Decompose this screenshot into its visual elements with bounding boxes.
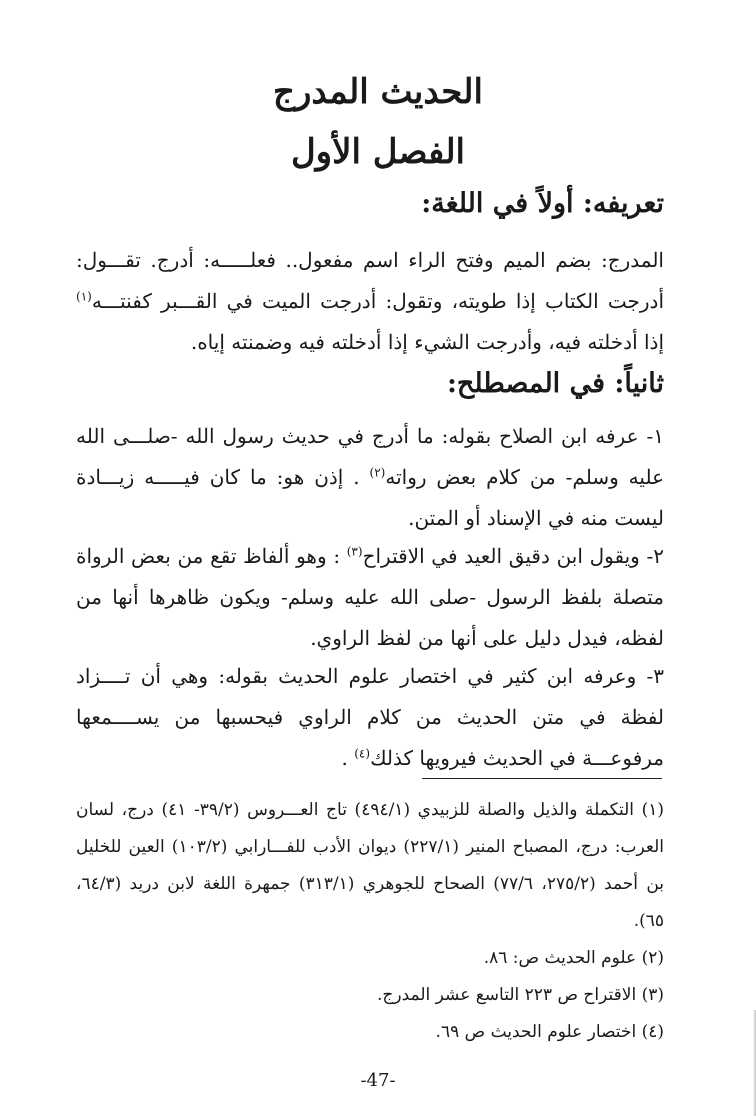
paragraph-text: إذا أدخلته فيه، وأدرجت الشيء إذا أدخلته فيه وضمنته إياه. xyxy=(190,330,664,354)
footnote-3: (٣) الاقتراح ص ٢٢٣ التاسع عشر المدرج. xyxy=(377,985,664,1005)
paragraph-text: . إذن هو: ما كان فيـــــه زيـــادة ليست منه في الإسناد أو المتن. xyxy=(76,465,664,530)
section-heading-terminology: ثانياً: في المصطلح: xyxy=(446,368,664,399)
paragraph-ibn-daqiq xyxy=(76,536,664,659)
footnote-divider xyxy=(422,778,662,779)
footnote-2: (٢) علوم الحديث ص: ٨٦. xyxy=(483,948,664,968)
paragraph-text: ٢- ويقول ابن دقيق العيد في الاقتراح xyxy=(362,544,664,568)
paragraph-text: . xyxy=(341,746,355,770)
page-number: -47- xyxy=(360,1070,396,1091)
paragraph-language-definition xyxy=(76,240,664,363)
footnote-ref: (٣) xyxy=(346,544,363,559)
paragraph-ibn-kathir xyxy=(76,656,664,779)
paragraph-text: المدرج: بضم الميم وفتح الراء اسم مفعول.. فعلـــــه: أدرج. تقـــول: أدرجت الكتاب إذا طويته، وتقول: أدرجت الميت في القـــبر كفنتـــه xyxy=(76,248,664,313)
paragraph-text: ١- عرفه ابن الصلاح بقوله: ما أدرج في حديث رسول الله -صلـــى الله عليه وسلم- من كلام بعض رواته xyxy=(76,424,664,489)
footnote-ref: (٤) xyxy=(354,746,371,761)
paragraph-ibn-salah xyxy=(76,416,664,539)
footnotes xyxy=(76,792,664,1051)
footnote-1: (١) التكملة والذيل والصلة للزبيدي (٤٩٤/١) تاج العـــروس (٣٩/٢- ٤١) درج، لسان العرب: درج، المصباح المنير (٢٢٧/١) ديوان الأدب للفـــارابي (١٠٣/٢) العين للخليل بن أحمد (٢٧٥/٢، ٧٧/٦) الصحاح للجوهري (٣١٣/١) جمهرة اللغة لابن دريد (٦٤/٣، ٦٥). xyxy=(76,800,665,931)
chapter-title: الفصل الأول xyxy=(290,132,466,172)
footnote-4: (٤) اختصار علوم الحديث ص ٦٩. xyxy=(435,1022,664,1042)
section-heading-language: تعريفه: أولاً في اللغة: xyxy=(421,188,664,219)
paragraph-text: ٣- وعرفه ابن كثير في اختصار علوم الحديث بقوله: وهي أن تــــزاد لفظة في متن الحديث من كلام الراوي فيحسبها من يســــمعها مرفوعـــة في الحديث فيرويها كذلك xyxy=(76,664,664,770)
footnote-ref: (٢) xyxy=(369,465,386,480)
footnote-ref: (١) xyxy=(76,289,92,304)
paragraph-text: : وهو ألفاظ تقع من بعض الرواة متصلة بلفظ الرسول -صلى الله عليه وسلم- ويكون ظاهرها أنها من لفظه، فيدل دليل على أنها من لفظ الراوي. xyxy=(76,544,664,650)
page-title: الحديث المدرج xyxy=(273,72,483,112)
